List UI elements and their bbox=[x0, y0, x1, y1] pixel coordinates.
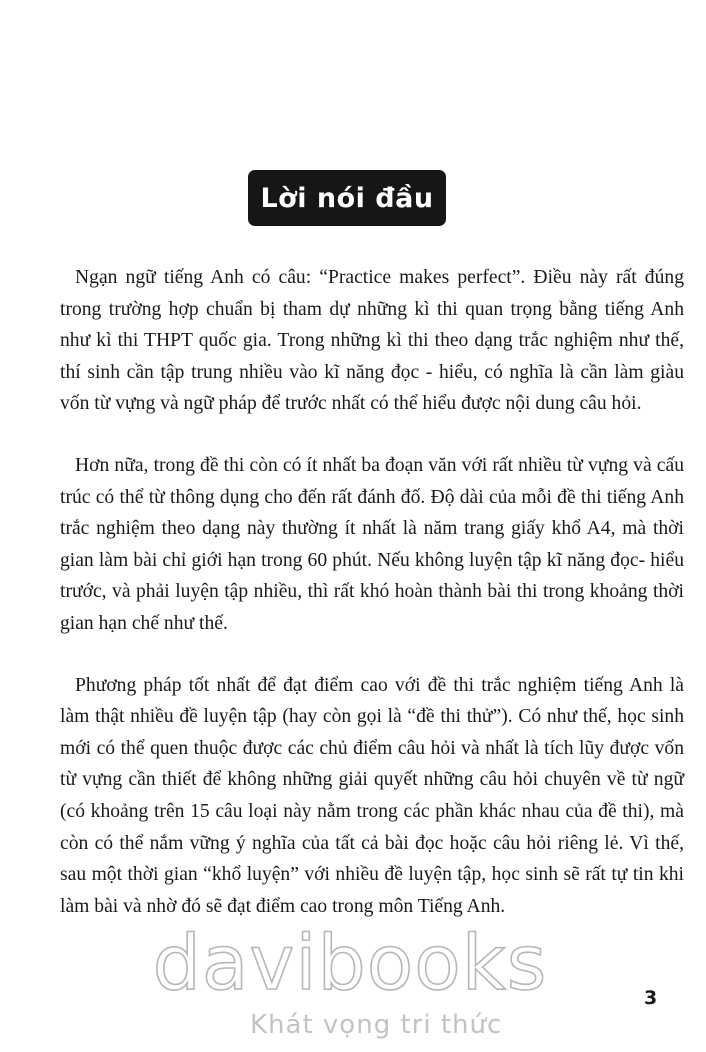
watermark-tagline: Khát vọng tri thức bbox=[250, 1010, 503, 1040]
page-title: Lời nói đầu bbox=[260, 182, 434, 214]
title-banner bbox=[248, 170, 446, 226]
watermark-brand: davibooks bbox=[152, 918, 548, 1007]
body-text bbox=[60, 262, 684, 952]
paragraph-3: Phương pháp tốt nhất để đạt điểm cao với đề thi trắc nghiệm tiếng Anh là làm thật nhiều đề luyện tập (hay còn gọi là “đề thi thử”). Có như thế, học sinh mới có thể quen thuộc được các chủ điểm câu hỏi và nhất là tích lũy được vốn từ vựng cần thiết để không những giải quyết những câu hỏi chuyên về từ ngữ (có khoảng trên 15 câu loại này nằm trong các phần khác nhau của đề thi), mà còn có thể nắm vững ý nghĩa của tất cả bài đọc hoặc câu hỏi riêng lẻ. Vì thế, sau một thời gian “khổ luyện” với nhiều đề luyện tập, học sinh sẽ rất tự tin khi làm bài và nhờ đó sẽ đạt điểm cao trong môn Tiếng Anh. bbox=[60, 674, 684, 917]
paragraph-1: Ngạn ngữ tiếng Anh có câu: “Practice makes perfect”. Điều này rất đúng trong trường hợp chuẩn bị tham dự những kì thi quan trọng bằng tiếng Anh như kì thi THPT quốc gia. Trong những kì thi theo dạng trắc nghiệm như thế, thí sinh cần tập trung nhiều vào kĩ năng đọc - hiểu, có nghĩa là cần làm giàu vốn từ vựng và ngữ pháp để trước nhất có thể hiểu được nội dung câu hỏi. bbox=[60, 267, 684, 415]
paragraph-2: Hơn nữa, trong đề thi còn có ít nhất ba đoạn văn với rất nhiều từ vựng và cấu trúc có thể từ thông dụng cho đến rất đánh đố. Độ dài của mỗi đề thi tiếng Anh trắc nghiệm theo dạng này thường ít nhất là năm trang giấy khổ A4, mà thời gian làm bài chỉ giới hạn trong 60 phút. Nếu không luyện tập kĩ năng đọc- hiểu trước, và phải luyện tập nhiều, thì rất khó hoàn thành bài thi trong khoảng thời gian hạn chế như thế. bbox=[60, 454, 684, 634]
page-number: 3 bbox=[644, 987, 658, 1009]
